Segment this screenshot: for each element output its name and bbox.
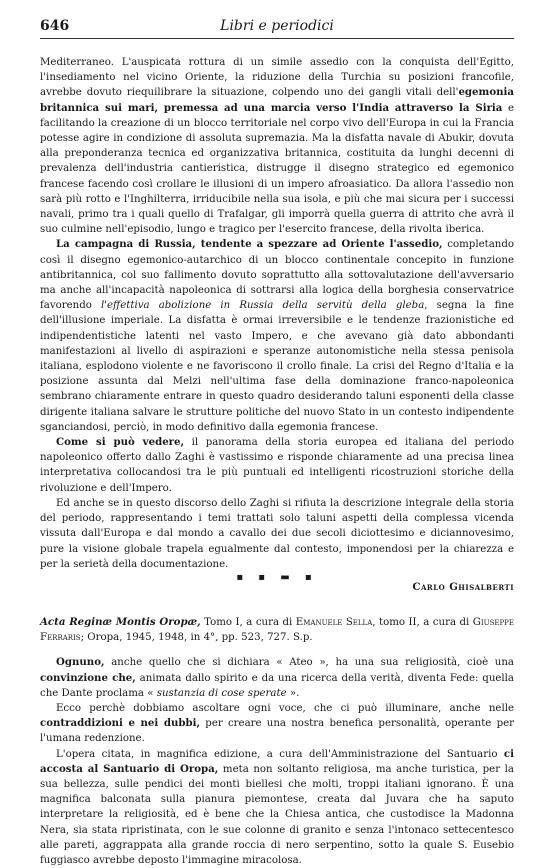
page-header [40,18,514,39]
text-span: Mediterraneo. L'auspicata rottura di un simile assedio con la conquista dell'Egitto, l'insediamento nel vicino Oriente, la riduzione della Turchia su posizioni francofile, avrebbe dovuto riequilibrare la situazione, colpendo uno dei gangli vitali dell' [40,57,514,99]
review1-paragraph-2 [40,237,514,435]
text-span: per creare una nostra benefica personalità, operante per l'umana redenzione. [40,718,514,745]
italic-span: sustanzia di cose sperate [156,687,287,699]
text-span: meta non soltanto religiosa, ma anche turistica, per la sua bellezza, sulle pendici dei monti biellesi che molti, troppi italiani ignorano. È una magnifica balconata sulla pianura piemontese, creata dal Juvara che ha saputo interpretare la religiosità, ed è bene che la Chiesa antica, che custodisce la Madonna Nera, sia stata ripristinata, con le sue colonne di granito e senza l'intonaco settecentesco alle pareti, aggrappata alla grande roccia di nero serpentino, sotto la quale S. Eusebio fuggiasco avrebbe deposto l'immagine miracolosa. [40,763,514,866]
text-span: , tomo II, a cura di [372,616,473,628]
review1-paragraph-3 [40,435,514,496]
text-span: Tomo I, a cura di [200,616,296,628]
review1-paragraph-1 [40,55,514,237]
bold-span: La campagna di Russia, tendente a spezzare ad Oriente l'assedio, [56,238,443,251]
italic-span: l'effettiva abolizione in Russia della servitù della gleba [100,300,425,312]
section-separator: ▪ ▪ ▬ ▪ [236,571,318,583]
text-span: Ecco perchè dobbiamo ascoltare ogni voce, che ci può illuminare, anche nelle [56,702,514,714]
book-reference [40,615,514,645]
bold-span: convinzione che, [40,671,136,684]
text-span: e facilitando la creazione di un blocco territoriale nel corpo vivo dell'Europa in cui la Francia potesse agire in condizione di assoluta supremazia. Ma la disfatta navale di Abukir, dovuta alla preponderanza tecnica ed organizzativa britannica, costituita da lunghi decenni di prevalenza dell'industria cantieristica, distrugge il disegno strategico ed egemonico francese facendo così crollare le illusioni di un impero afroasiatico. Da allora l'assedio non sarà più rotto e l'Inghilterra, irriducibile nella sua isola, e più che mai sicura per i successi navali, primo tra i quali quello di Trafalgar, gli imporrà quella guerra di attrito che avrà il suo culmine nell'episodio, lungo e tragico per l'esercito francese, della rivolta iberica. [40,102,514,236]
author-name: Carlo Ghisalberti [412,581,514,593]
review2-paragraph-2 [40,701,514,747]
text-span: animata dallo spirito e da una ricerca della verità, diventa Fede: quella che Dante proclama « [40,672,514,699]
text-span: anche quello che si dichiara « Ateo », ha una sua religiosità, cioè una [104,657,514,669]
editor-name: Emanuele Sella [295,616,373,628]
bold-span: Come si può vedere, [56,436,185,449]
book-title: Acta Reginæ Montis Oropæ, [40,615,201,628]
review2-paragraph-1 [40,655,514,701]
text-span: ; Oropa, 1945, 1948, in 4°, pp. 523, 727. S.p. [80,632,313,644]
editor-name: Giuseppe Ferraris [40,616,515,644]
review1-paragraph-4: Ed anche se in questo discorso dello Zaghi si rifiuta la descrizione integrale della storia del periodo, rappresentando i temi trattati solo taluni aspetti della complessa vicenda vissuta dall'Europa e dal mondo a cavallo dei due secoli diciottesimo e diciannovesimo, pure la visione globale trapela egualmente dal contesto, imponendosi per la chiarezza e per la serietà della documentazione. [40,497,514,570]
text-span: L'opera citata, in magnifica edizione, a cura dell'Amministrazione del Santuario [56,748,504,760]
bold-span: egemonia britannica sui mari, premessa ad una marcia verso l'India attraverso la Siria [40,86,514,114]
text-span: ». [286,687,300,699]
text-span: completando così il disegno egemonico-autarchico di un blocco continentale concepito in funzione antibritannica, col suo fallimento dovuto soprattutto alla sottovalutazione dell'avversario ma anche all'incapacità napoleonica di sottrarsi alla logica della borghesia conservatrice favorendo [40,239,514,312]
page-number: 646 [40,18,70,34]
running-title: Libri e periodici [220,18,334,34]
bold-span: Ognuno, [56,656,105,669]
bold-span: contraddizioni e nei dubbi, [40,717,201,730]
review2-paragraph-3 [40,747,514,868]
bold-span: ci accosta al Santuario di Oropa, [40,747,514,775]
text-span: , segna la fine dell'illusione imperiale. La disfatta è ormai irreversibile e le tendenze frazionistiche ed indipendentistiche latenti nel vasto Impero, e che avevano già dato abbondanti manifestazioni al livello di aspirazioni e speranze autonomistiche nella stessa penisola italiana, esplodono violente e ne favoriscono il crollo finale. La crisi del Regno d'Italia e la posizione assunta dal Melzi nell'ultima fase della dominazione franco-napoleonica sembrano chiaramente entrare in questo quadro desiderando taluni esponenti della classe dirigente italiana salvare le strutture politiche del nuovo Stato in un contesto indipendente sganciandosi, perciò, in modo definitivo dalla egemonia francese. [40,300,514,433]
text-span: il panorama della storia europea ed italiana del periodo napoleonico offerto dallo Zaghi è vastissimo e risponde chiaramente ad una precisa linea interpretativa collocandosi tra le più puntuali ed intelligenti ricostruzioni storiche della rivoluzione e dell'Impero. [40,437,514,494]
